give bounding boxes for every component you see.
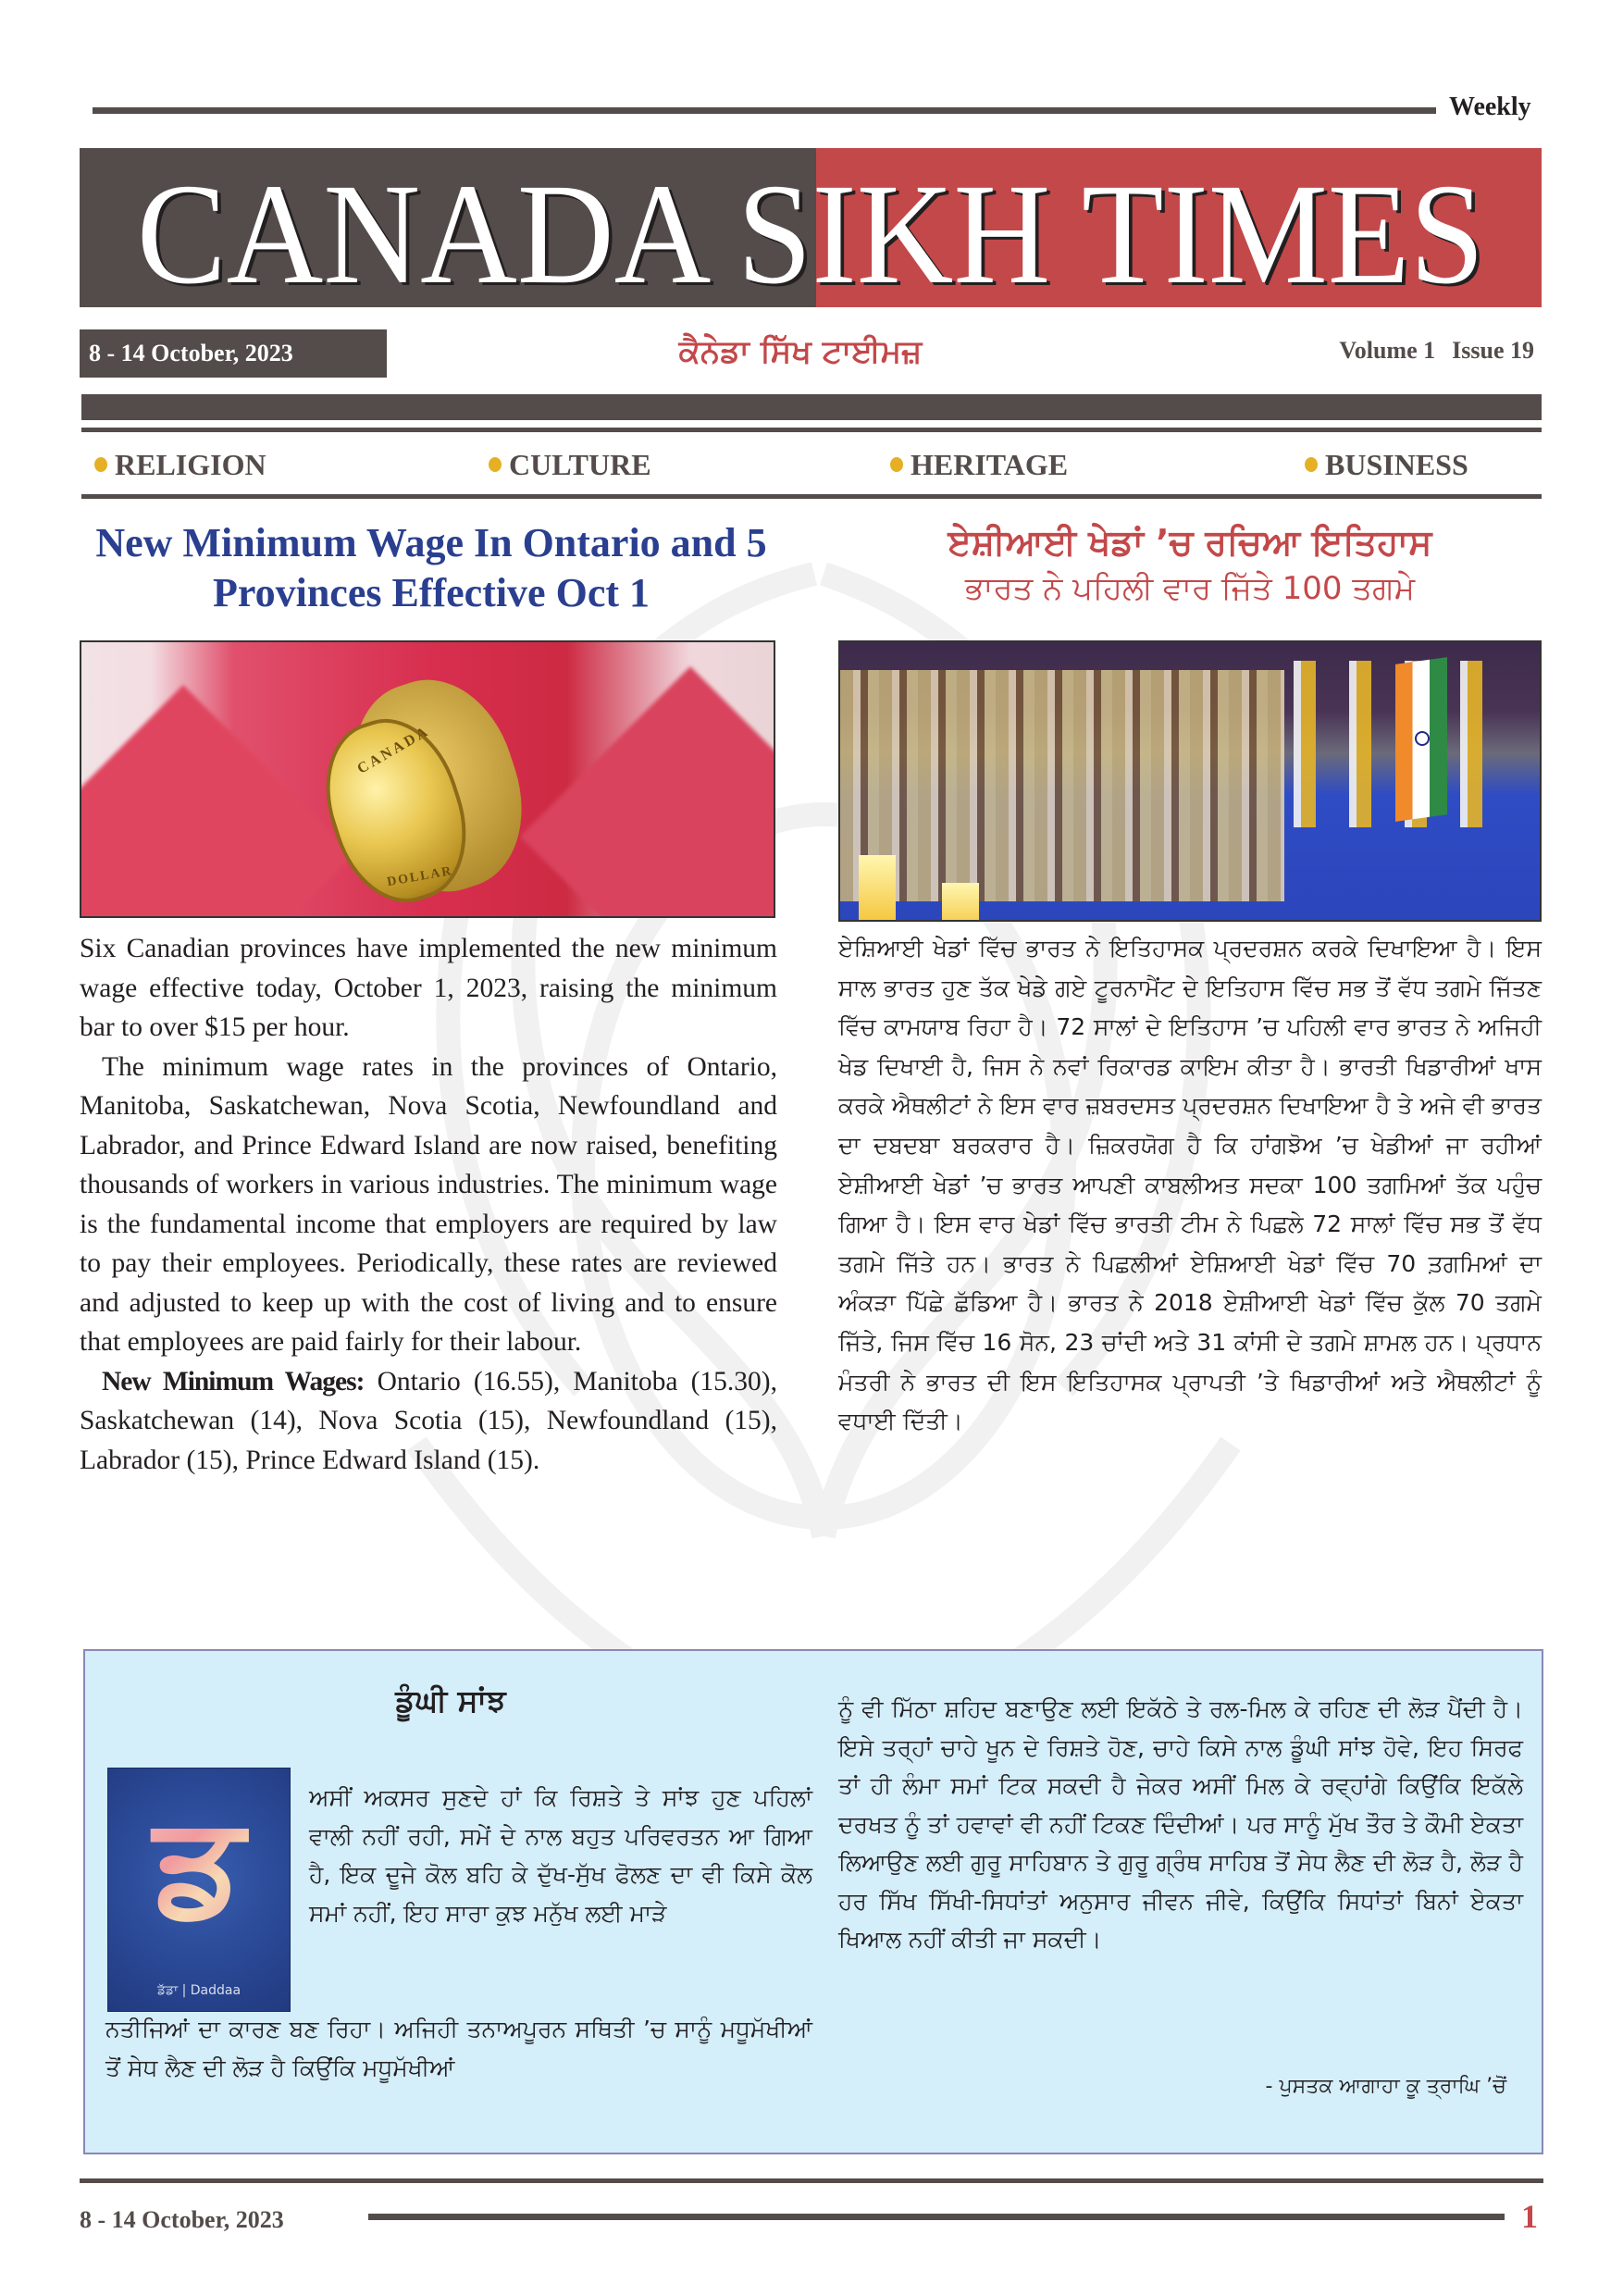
nav-item-label: RELIGION — [115, 447, 266, 481]
feature-attribution: - ਪੁਸਤਕ ਆਗਾਹਾ ਕੂ ਤ੍ਰਾਘਿ ’ਚੋਂ — [1265, 2075, 1506, 2098]
article-paragraph: Six Canadian provinces have implemented the new minimum wage effective today, October 1, 2023, raising the minimum bar to over $15 per hour. — [80, 934, 777, 1042]
header-divider-bar — [81, 394, 1542, 420]
feature-text-below-image: ਨਤੀਜਿਆਂ ਦਾ ਕਾਰਣ ਬਣ ਰਿਹਾ। ਅਜਿਹੀ ਤਨਾਅਪੂਰਨ ਸਥਿਤੀ ’ਚ ਸਾਨੂੰ ਮਧੂਮੱਖੀਆਂ ਤੋਂ ਸੇਧ ਲੈਣ ਦੀ ਲੋੜ ਹੈ ਕਿਉਂਕਿ ਮਧੂਮੱਖੀਆਂ — [105, 2016, 812, 2081]
nav-item-heritage[interactable] — [890, 439, 1068, 490]
masthead-title: CANADA SIKH TIMES — [136, 154, 1485, 307]
wages-list: Ontario (16.55), Manitoba (15.30), Saskatchewan (14), Nova Scotia (15), Newfoundland (15), Labrador (15), Prince Edward Island (15). — [80, 1366, 777, 1475]
nav-item-business[interactable] — [1305, 439, 1468, 490]
asian-games-article-body: ਏਸ਼ਿਆਈ ਖੇਡਾਂ ਵਿੱਚ ਭਾਰਤ ਨੇ ਇਤਿਹਾਸਕ ਪ੍ਰਦਰਸ਼ਨ ਕਰਕੇ ਦਿਖਾਇਆ ਹੈ। ਇਸ ਸਾਲ ਭਾਰਤ ਹੁਣ ਤੱਕ ਖੇਡੇ ਗਏ ਟੂਰਨਾਮੈਂਟ ਦੇ ਇਤਿਹਾਸ ਵਿੱਚ ਸਭ ਤੋਂ ਵੱਧ ਤਗਮੇ ਜਿੱਤਣ ਵਿੱਚ ਕਾਮਯਾਬ ਰਿਹਾ ਹੈ। 72 ਸਾਲਾਂ ਦੇ ਇਤਿਹਾਸ ’ਚ ਪਹਿਲੀ ਵਾਰ ਭਾਰਤ ਨੇ ਅਜਿਹੀ ਖੇਡ ਦਿਖਾਈ ਹੈ, ਜਿਸ ਨੇ ਨਵਾਂ ਰਿਕਾਰਡ ਕਾਇਮ ਕੀਤਾ ਹੈ। ਭਾਰਤੀ ਖਿਡਾਰੀਆਂ ਖਾਸ ਕਰਕੇ ਐਥਲੀਟਾਂ ਨੇ ਇਸ ਵਾਰ ਜ਼ਬਰਦਸਤ ਪ੍ਰਦਰਸ਼ਨ ਦਿਖਾਇਆ ਹੈ ਤੇ ਅਜੇ ਵੀ ਭਾਰਤ ਦਾ ਦਬਦਬਾ ਬਰਕਰਾਰ ਹੈ। ਜ਼ਿਕਰਯੋਗ ਹੈ ਕਿ ਹਾਂਗਝੋਅ ’ਚ ਖੇਡੀਆਂ ਜਾ ਰਹੀਆਂ ਏਸ਼ੀਆਈ ਖੇਡਾਂ ’ਚ ਭਾਰਤ ਆਪਣੀ ਕਾਬਲੀਅਤ ਸਦਕਾ 100 ਤਗਮਿਆਂ ਤੱਕ ਪਹੁੰਚ ਗਿਆ ਹੈ। ਇਸ ਵਾਰ ਖੇਡਾਂ ਵਿੱਚ ਭਾਰਤੀ ਟੀਮ ਨੇ ਪਿਛਲੇ 72 ਸਾਲਾਂ ਵਿੱਚ ਸਭ ਤੋਂ ਵੱਧ ਤਗਮੇ ਜਿੱਤੇ ਹਨ। ਭਾਰਤ ਨੇ ਪਿਛਲੀਆਂ ਏਸ਼ਿਆਈ ਖੇਡਾਂ ਵਿੱਚ 70 ਤ਼ਗਮਿਆਂ ਦਾ ਅੰਕੜਾ ਪਿੱਛੇ ਛੱਡਿਆ ਹੈ। ਭਾਰਤ ਨੇ 2018 ਏਸ਼ੀਆਈ ਖੇਡਾਂ ਵਿੱਚ ਕੁੱਲ 70 ਤਗਮੇ ਜਿੱਤੇ, ਜਿਸ ਵਿੱਚ 16 ਸੋਨ, 23 ਚਾਂਦੀ ਅਤੇ 31 ਕਾਂਸੀ ਦੇ ਤਗਮੇ ਸ਼ਾਮਲ ਹਨ। ਪ੍ਰਧਾਨ ਮੰਤਰੀ ਨੇ ਭਾਰਤ ਦੀ ਇਸ ਇਤਿਹਾਸਕ ਪ੍ਰਾਪਤੀ ’ਤੇ ਖਿਡਾਰੀਆਂ ਅਤੇ ਐਥਲੀਟਾਂ ਨੂੰ ਵਧਾਈ ਦਿੱਤੀ। — [838, 935, 1542, 1435]
coin-text: CANADA — [354, 723, 433, 777]
section-nav — [81, 439, 1542, 490]
loonie-coin-photo — [80, 640, 775, 918]
footer-rule — [368, 2214, 1505, 2220]
stage-lamp — [859, 855, 896, 920]
gurmukhi-letter: ਡ — [108, 1796, 290, 1935]
coin-text: DOLLAR — [386, 863, 454, 890]
issue-label: Issue 19 — [1452, 337, 1534, 364]
image-caption: ਡੱਡਾ | Daddaa — [156, 1983, 242, 1998]
page-number: 1 — [1521, 2198, 1538, 2235]
bullet-dot-icon — [94, 457, 107, 472]
footer-date: 8 - 14 October, 2023 — [80, 2206, 284, 2233]
nav-top-rule — [81, 428, 1542, 432]
nav-item-culture[interactable] — [489, 439, 651, 490]
nav-item-religion[interactable] — [94, 439, 266, 490]
wages-label: New Minimum Wages: — [102, 1366, 365, 1396]
asian-games-parade-photo — [838, 640, 1542, 922]
dadda-letter-image — [107, 1768, 291, 2012]
volume-issue — [1339, 337, 1534, 365]
feature-title: ਡੂੰਘੀ ਸਾਂਝ — [395, 1682, 506, 1719]
feature-text-right-column: ਨੂੰ ਵੀ ਮਿੱਠਾ ਸ਼ਹਿਦ ਬਣਾਉਣ ਲਈ ਇਕੱਠੇ ਤੇ ਰਲ-ਮਿਲ ਕੇ ਰਹਿਣ ਦੀ ਲੋੜ ਪੈਂਦੀ ਹੈ। ਇਸੇ ਤਰ੍ਹਾਂ ਚਾਹੇ ਖੂਨ ਦੇ ਰਿਸ਼ਤੇ ਹੋਣ, ਚਾਹੇ ਕਿਸੇ ਨਾਲ ਡੂੰਘੀ ਸਾਂਝ ਹੋਵੇ, ਇਹ ਸਿਰਫ ਤਾਂ ਹੀ ਲੰਮਾ ਸਮਾਂ ਟਿਕ ਸਕਦੀ ਹੈ ਜੇਕਰ ਅਸੀਂ ਮਿਲ ਕੇ ਰਵ੍ਹਾਂਗੇ ਕਿਉਂਕਿ ਇਕੱਲੇ ਦਰਖਤ ਨੂੰ ਤਾਂ ਹਵਾਵਾਂ ਵੀ ਨਹੀਂ ਟਿਕਣ ਦਿੰਦੀਆਂ। ਪਰ ਸਾਨੂੰ ਮੁੱਖ ਤੌਰ ਤੇ ਕੌਮੀ ਏਕਤਾ ਲਿਆਉਣ ਲਈ ਗੁਰੂ ਸਾਹਿਬਾਨ ਤੇ ਗੁਰੂ ਗ੍ਰੰਥ ਸਾਹਿਬ ਤੋਂ ਸੇਧ ਲੈਣ ਦੀ ਲੋੜ ਹੈ, ਲੋੜ ਹੈ ਹਰ ਸਿੱਖ ਸਿੱਖੀ-ਸਿਧਾਂਤਾਂ ਅਨੁਸਾਰ ਜੀਵਨ ਜੀਵੇ, ਕਿਉਂਕਿ ਸਿਧਾਂਤਾਂ ਬਿਨਾਂ ਏਕਤਾ ਖਿਆਲ ਨਹੀਂ ਕੀਤੀ ਜਾ ਸਕਦੀ। — [838, 1695, 1523, 1953]
top-rule — [93, 107, 1436, 114]
nav-bottom-rule — [81, 494, 1542, 499]
footer-top-rule — [80, 2178, 1543, 2183]
article-paragraph: The minimum wage rates in the provinces of Ontario, Manitoba, Saskatchewan, Nova Scotia, Newfoundland and Labrador, and Prince Edward Island are now raised, benefiting thousands of workers in various industries. The minimum wage is the fundamental income that employers are required by law to pay their employees. Periodically, these rates are reviewed and adjusted to keep up with the cost of living and to ensure that employees are paid fairly for their labour. — [80, 1051, 777, 1357]
athletes-crowd — [840, 670, 1284, 901]
minimum-wage-article-body — [80, 929, 777, 1480]
publication-frequency: Weekly — [1449, 93, 1531, 121]
volume-label: Volume 1 — [1339, 337, 1436, 364]
feature-text-beside-image: ਅਸੀਂ ਅਕਸਰ ਸੁਣਦੇ ਹਾਂ ਕਿ ਰਿਸ਼ਤੇ ਤੇ ਸਾਂਝ ਹੁਣ ਪਹਿਲਾਂ ਵਾਲੀ ਨਹੀਂ ਰਹੀ, ਸਮੇਂ ਦੇ ਨਾਲ ਬਹੁਤ ਪਰਿਵਰਤਨ ਆ ਗਿਆ ਹੈ, ਇਕ ਦੂਜੇ ਕੋਲ ਬਹਿ ਕੇ ਦੁੱਖ-ਸੁੱਖ ਫੋਲਣ ਦਾ ਵੀ ਕਿਸੇ ਕੋਲ ਸਮਾਂ ਨਹੀਂ, ਇਹ ਸਾਰਾ ਕੁਝ ਮਨੁੱਖ ਲਈ ਮਾੜੇ — [309, 1784, 812, 1927]
headline-line-2: ਭਾਰਤ ਨੇ ਪਹਿਲੀ ਵਾਰ ਜਿੱਤੇ 100 ਤਗਮੇ — [964, 570, 1416, 607]
bullet-dot-icon — [489, 457, 502, 472]
stage-lamp — [942, 883, 979, 922]
punjabi-masthead: ਕੈਨੇਡਾ ਸਿੱਖ ਟਾਈਮਜ਼ — [678, 333, 923, 370]
nav-item-label: BUSINESS — [1325, 447, 1468, 481]
masthead — [80, 148, 1542, 307]
issue-date: 8 - 14 October, 2023 — [80, 329, 387, 378]
feature-box — [83, 1649, 1543, 2154]
asian-games-headline[interactable] — [829, 518, 1551, 611]
maple-leaf-shape — [520, 666, 775, 918]
bullet-dot-icon — [1305, 457, 1318, 472]
wages-paragraph — [80, 1362, 777, 1481]
bullet-dot-icon — [890, 457, 903, 472]
nav-item-label: HERITAGE — [911, 447, 1069, 481]
nav-item-label: CULTURE — [509, 447, 651, 481]
maple-leaf-shape — [80, 685, 353, 918]
headline-line-1: ਏਸ਼ੀਆਈ ਖੇਡਾਂ ’ਚ ਰਚਿਆ ਇਤਿਹਾਸ — [948, 522, 1432, 563]
minimum-wage-headline[interactable]: New Minimum Wage In Ontario and 5 Provinces Effective Oct 1 — [95, 520, 767, 615]
dancers — [1275, 661, 1506, 827]
chakra-icon — [1415, 731, 1430, 746]
